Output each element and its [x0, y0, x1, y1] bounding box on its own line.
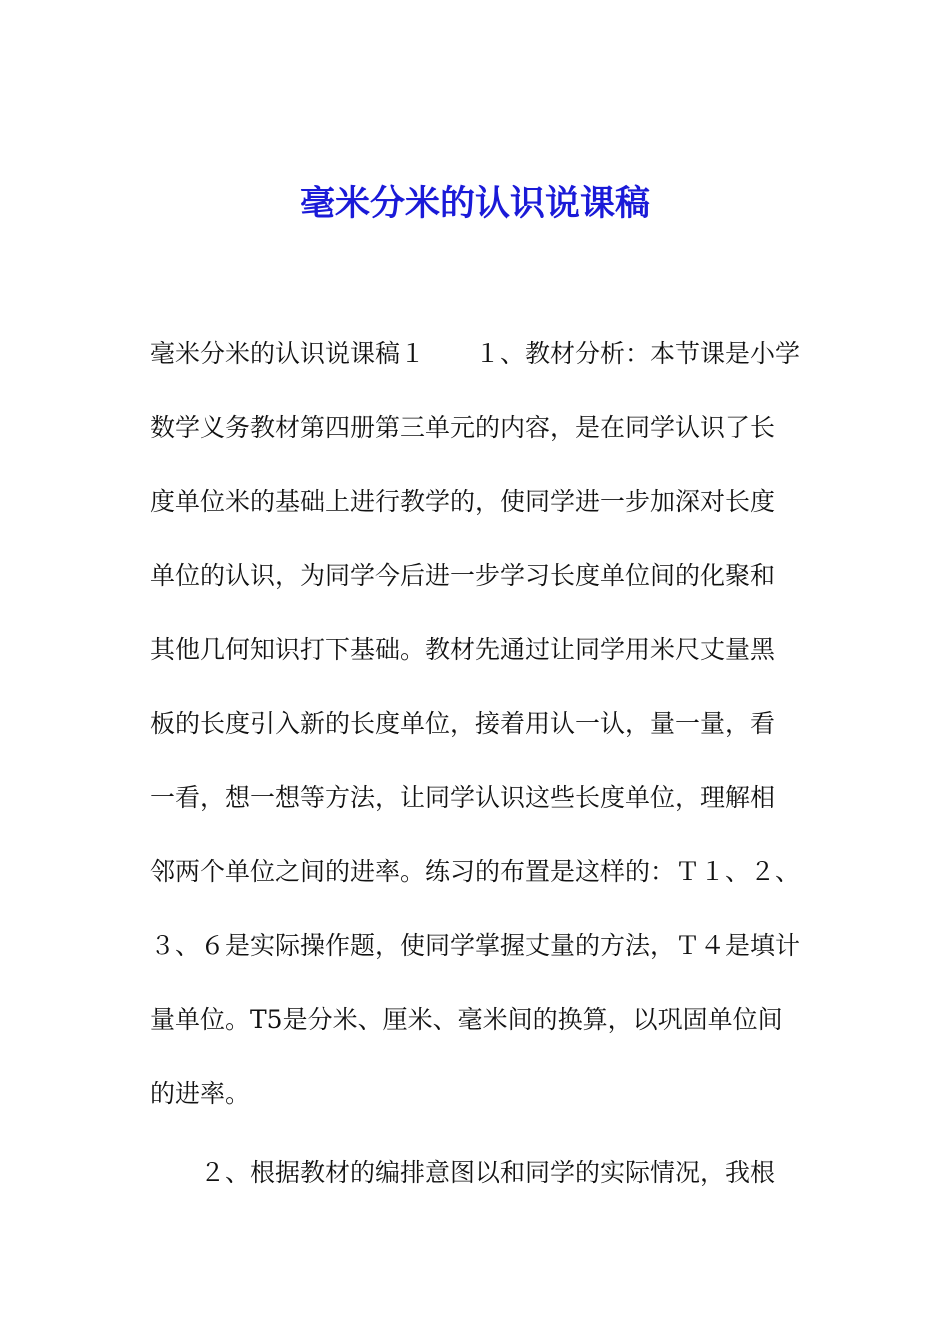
text-line: ２、根据教材的编排意图以和同学的实际情况，我根: [200, 1158, 776, 1187]
text-line: 邻两个单位之间的进率。练习的布置是这样的：Ｔ１、２、: [150, 857, 801, 886]
text-line: 板的长度引入新的长度单位，接着用认一认，量一量，看: [150, 709, 776, 738]
text-line: 单位的认识，为同学今后进一步学习长度单位间的化聚和: [150, 561, 776, 590]
document-title: 毫米分米的认识说课稿: [299, 183, 650, 224]
text-line: ３、６是实际操作题，使同学掌握丈量的方法，Ｔ４是填计: [150, 931, 801, 960]
text-line: 的进率。: [150, 1079, 251, 1108]
text-line: 一看，想一想等方法，让同学认识这些长度单位，理解相: [150, 783, 776, 812]
text-line: 度单位米的基础上进行教学的，使同学进一步加深对长度: [150, 487, 776, 516]
text-line: 毫米分米的认识说课稿１ １、教材分析：本节课是小学: [150, 339, 801, 368]
text-line: 量单位。T5是分米、厘米、毫米间的换算，以巩固单位间: [150, 1005, 783, 1034]
paragraph-1: [150, 317, 806, 1131]
paragraph-2: [150, 1136, 806, 1210]
text-line: 数学义务教材第四册第三单元的内容，是在同学认识了长: [150, 413, 776, 442]
text-line: 其他几何知识打下基础。教材先通过让同学用米尺丈量黑: [150, 635, 776, 664]
